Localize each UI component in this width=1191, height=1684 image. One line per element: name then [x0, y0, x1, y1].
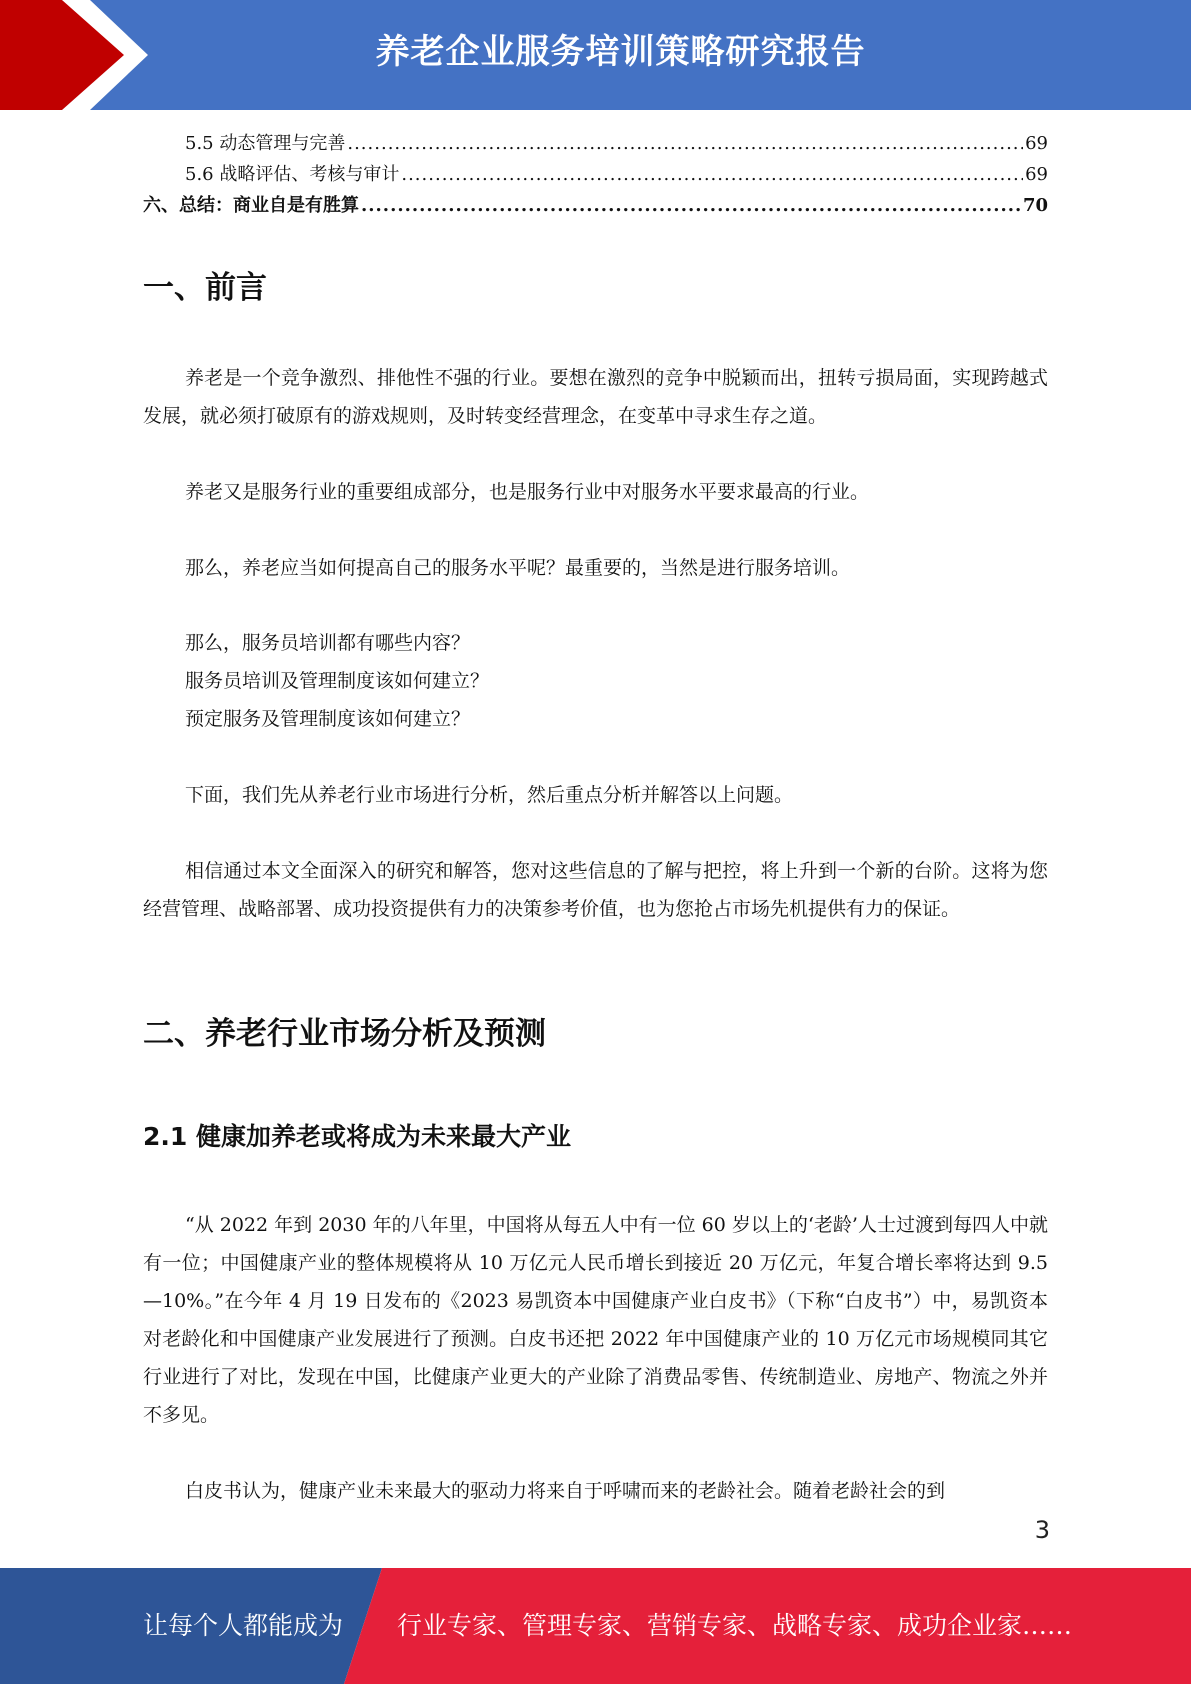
paragraph: 那么，养老应当如何提高自己的服务水平呢？最重要的，当然是进行服务培训。: [185, 557, 851, 579]
toc-entry[interactable]: [143, 128, 1048, 159]
toc-entry-page: 69: [1025, 164, 1048, 185]
question-line: 服务员培训及管理制度该如何建立？: [185, 670, 490, 692]
paragraph: 养老又是服务行业的重要组成部分，也是服务行业中对服务水平要求最高的行业。: [185, 481, 870, 503]
toc-entry[interactable]: [143, 159, 1048, 190]
question-line: 预定服务及管理制度该如何建立？: [185, 708, 471, 730]
paragraph: 养老是一个竞争激烈、排他性不强的行业。要想在激烈的竞争中脱颖而出，扭转亏损局面，实现跨越式发展，就必须打破原有的游戏规则，及时转变经营理念，在变革中寻求生存之道。: [143, 367, 1048, 427]
table-of-contents: [143, 128, 1048, 221]
paragraph: “从 2022 年到 2030 年的八年里，中国将从每五人中有一位 60 岁以上的‘老龄’人士过渡到每四人中就有一位；中国健康产业的整体规模将从 10 万亿元人民币增长到接近 20 万亿元，年复合增长率将达到 9.5—10%。”在今年 4 月 19 日发布的《2023 易凯资本中国健康产业白皮书》（下称“白皮书”）中，易凯资本对老龄化和中国健康产业发展进行了预测。白皮书还把 2022 年中国健康产业的 10 万亿元市场规模同其它行业进行了对比，发现在中国，比健康产业更大的产业除了消费品零售、传统制造业、房地产、物流之外并不多见。: [143, 1214, 1048, 1426]
toc-leader-dots: [401, 159, 1023, 190]
toc-entry[interactable]: [143, 190, 1048, 221]
page-header: [0, 0, 1191, 110]
toc-entry-title: 5.6 战略评估、考核与审计: [185, 164, 400, 185]
subsection-heading: 2.1 健康加养老或将成为未来最大产业: [143, 1122, 571, 1151]
paragraph: 下面，我们先从养老行业市场进行分析，然后重点分析并解答以上问题。: [185, 784, 794, 806]
question-line: 那么，服务员培训都有哪些内容？: [185, 632, 471, 654]
footer-slogan-left: 让每个人都能成为: [143, 1611, 344, 1640]
toc-entry-page: 69: [1025, 133, 1048, 154]
section-heading-intro: 一、前言: [143, 270, 267, 306]
toc-entry-title: 六、总结：商业自是有胜算: [143, 195, 359, 216]
toc-entry-page: 70: [1022, 195, 1048, 216]
toc-entry-title: 5.5 动态管理与完善: [185, 133, 346, 154]
toc-leader-dots: [361, 190, 1021, 221]
section-heading-market: 二、养老行业市场分析及预测: [143, 1016, 546, 1052]
report-title: 养老企业服务培训策略研究报告: [375, 32, 866, 72]
page-footer: [0, 1568, 1191, 1684]
page-number: 3: [1034, 1516, 1050, 1544]
paragraph: 白皮书认为，健康产业未来最大的驱动力将来自于呼啸而来的老龄社会。随着老龄社会的到: [185, 1480, 946, 1502]
paragraph: 相信通过本文全面深入的研究和解答，您对这些信息的了解与把控，将上升到一个新的台阶。这将为您经营管理、战略部署、成功投资提供有力的决策参考价值，也为您抢占市场先机提供有力的保证。: [143, 860, 1048, 920]
footer-slogan-right: 行业专家、管理专家、营销专家、战略专家、成功企业家……: [397, 1611, 1073, 1640]
toc-leader-dots: [347, 128, 1023, 159]
